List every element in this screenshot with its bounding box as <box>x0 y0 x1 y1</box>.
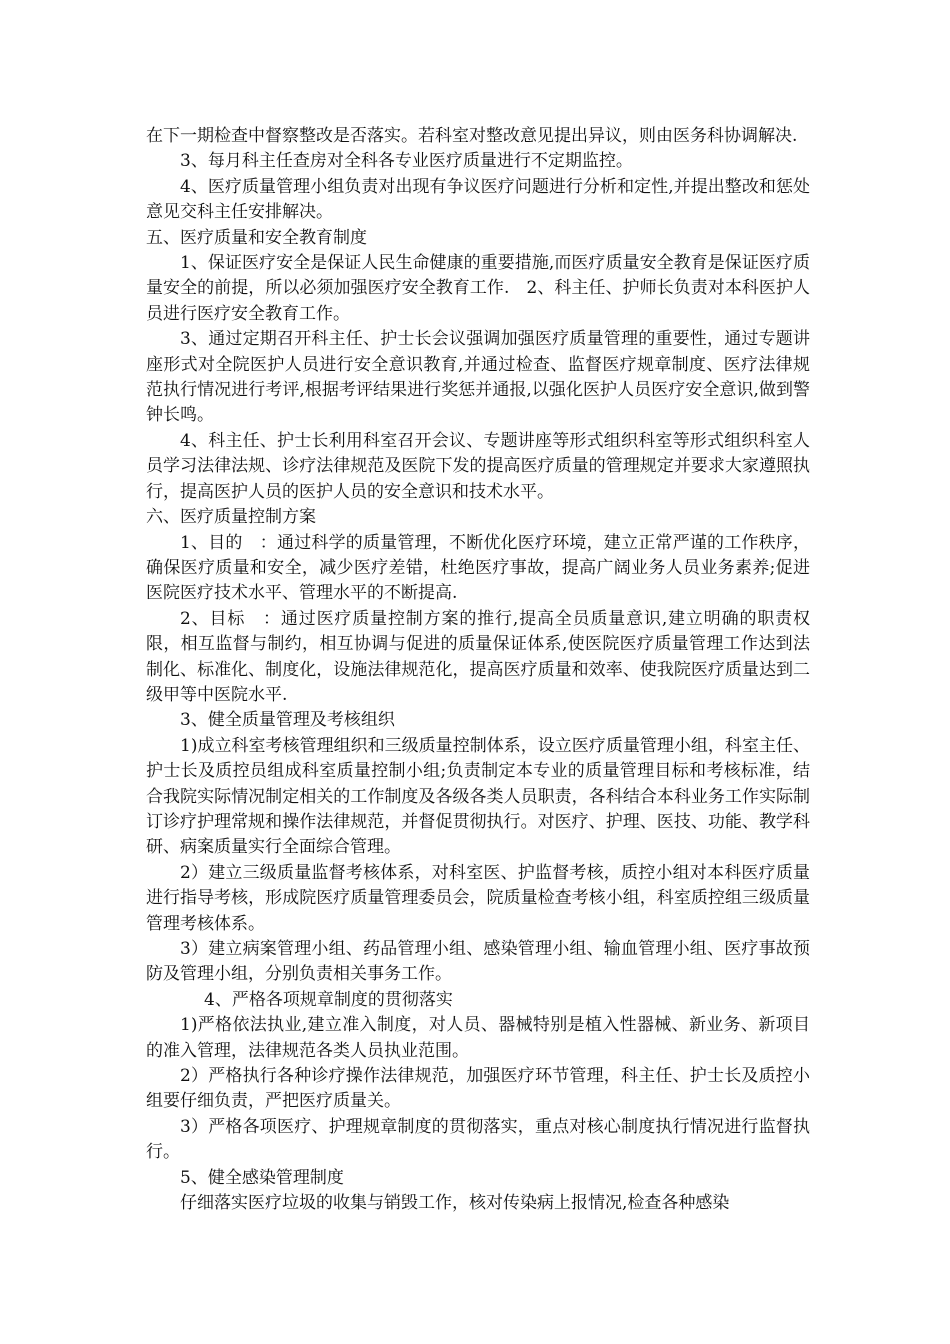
paragraph-18: 3）严格各项医疗、护理规章制度的贯彻落实，重点对核心制度执行情况进行监督执行。 <box>146 1116 810 1163</box>
paragraph-10: 2、目标 ：通过医疗质量控制方案的推行,提高全员质量意识,建立明确的职责权限，相互监督与制约，相互协调与促进的质量保证体系,使医院医疗质量管理工作达到法制化、标准化、制度化，设施法律规范化，提高医疗质量和效率、使我院医疗质量达到二级甲等中医院水平. <box>146 608 810 705</box>
subheading-4: 4、严格各项规章制度的贯彻落实 <box>204 989 453 1010</box>
paragraph-6: 3、通过定期召开科主任、护士长会议强调加强医疗质量管理的重要性，通过专题讲座形式对全院医护人员进行安全意识教育,并通过检查、监督医疗规章制度、医疗法律规范执行情况进行考评,根据考评结果进行奖惩并通报,以强化医护人员医疗安全意识,做到警钟长鸣。 <box>146 329 810 426</box>
paragraph-13: 2）建立三级质量监督考核体系，对科室医、护监督考核，质控小组对本科医疗质量进行指导考核，形成院医疗质量管理委员会，院质量检查考核小组，科室质控组三级质量管理考核体系。 <box>146 862 810 934</box>
paragraph-9: 1、目的 ：通过科学的质量管理，不断优化医疗环境，建立正常严谨的工作秩序，确保医疗质量和安全，减少医疗差错，杜绝医疗事故，提高广阔业务人员业务素养;促进医院医疗技术水平、管理水平的不断提高. <box>146 532 810 604</box>
paragraph-3: 4、医疗质量管理小组负责对出现有争议医疗问题进行分析和定性,并提出整改和惩处意见交科主任安排解决。 <box>146 176 810 223</box>
paragraph-2: 3、每月科主任查房对全科各专业医疗质量进行不定期监控。 <box>180 151 633 172</box>
paragraph-17: 2）严格执行各种诊疗操作法律规范，加强医疗环节管理，科主任、护士长及质控小组要仔细负责，严把医疗质量关。 <box>146 1066 810 1112</box>
paragraph-20: 仔细落实医疗垃圾的收集与销毁工作，核对传染病上报情况,检查各种感染 <box>180 1193 730 1214</box>
paragraph-7: 4、科主任、护士长利用科室召开会议、专题讲座等形式组织科室等形式组织科室人员学习法律法规、诊疗法律规范及医院下发的提高医疗质量的管理规定并要求大家遵照执行，提高医护人员的医护人员的安全意识和技术水平。 <box>146 430 810 502</box>
paragraph-16: 1)严格依法执业,建立准入制度，对人员、器械特别是植入性器械、新业务、新项目的准入管理，法律规范各类人员执业范围。 <box>146 1015 810 1061</box>
paragraph-1: 在下一期检查中督察整改是否落实。若科室对整改意见提出异议，则由医务科协调解决. <box>146 126 798 146</box>
section-heading-6: 六、医疗质量控制方案 <box>146 507 316 528</box>
document-page <box>146 124 810 1216</box>
section-heading-5: 五、医疗质量和安全教育制度 <box>146 227 367 248</box>
paragraph-12: 1)成立科室考核管理组织和三级质量控制体系，设立医疗质量管理小组，科室主任、护士长及质控员组成科室质量控制小组;负责制定本专业的质量管理目标和考核标准，结合我院实际情况制定相关的工作制度及各级各类人员职责，各科结合本科业务工作实际制订诊疗护理常规和操作法律规范，并督促贯彻执行。对医疗、护理、医技、功能、教学科研、病案质量实行全面综合管理。 <box>146 735 810 858</box>
paragraph-14: 3）建立病案管理小组、药品管理小组、感染管理小组、输血管理小组、医疗事故预防及管理小组，分别负责相关事务工作。 <box>146 939 810 985</box>
paragraph-5: 1、保证医疗安全是保证人民生命健康的重要措施,而医疗质量安全教育是保证医疗质量安全的前提，所以必须加强医疗安全教育工作. 2、科主任、护师长负责对本科医护人员进行医疗安全教育工作。 <box>146 253 810 324</box>
subheading-5: 5、健全感染管理制度 <box>180 1167 344 1188</box>
subheading-3: 3、健全质量管理及考核组织 <box>180 710 395 731</box>
